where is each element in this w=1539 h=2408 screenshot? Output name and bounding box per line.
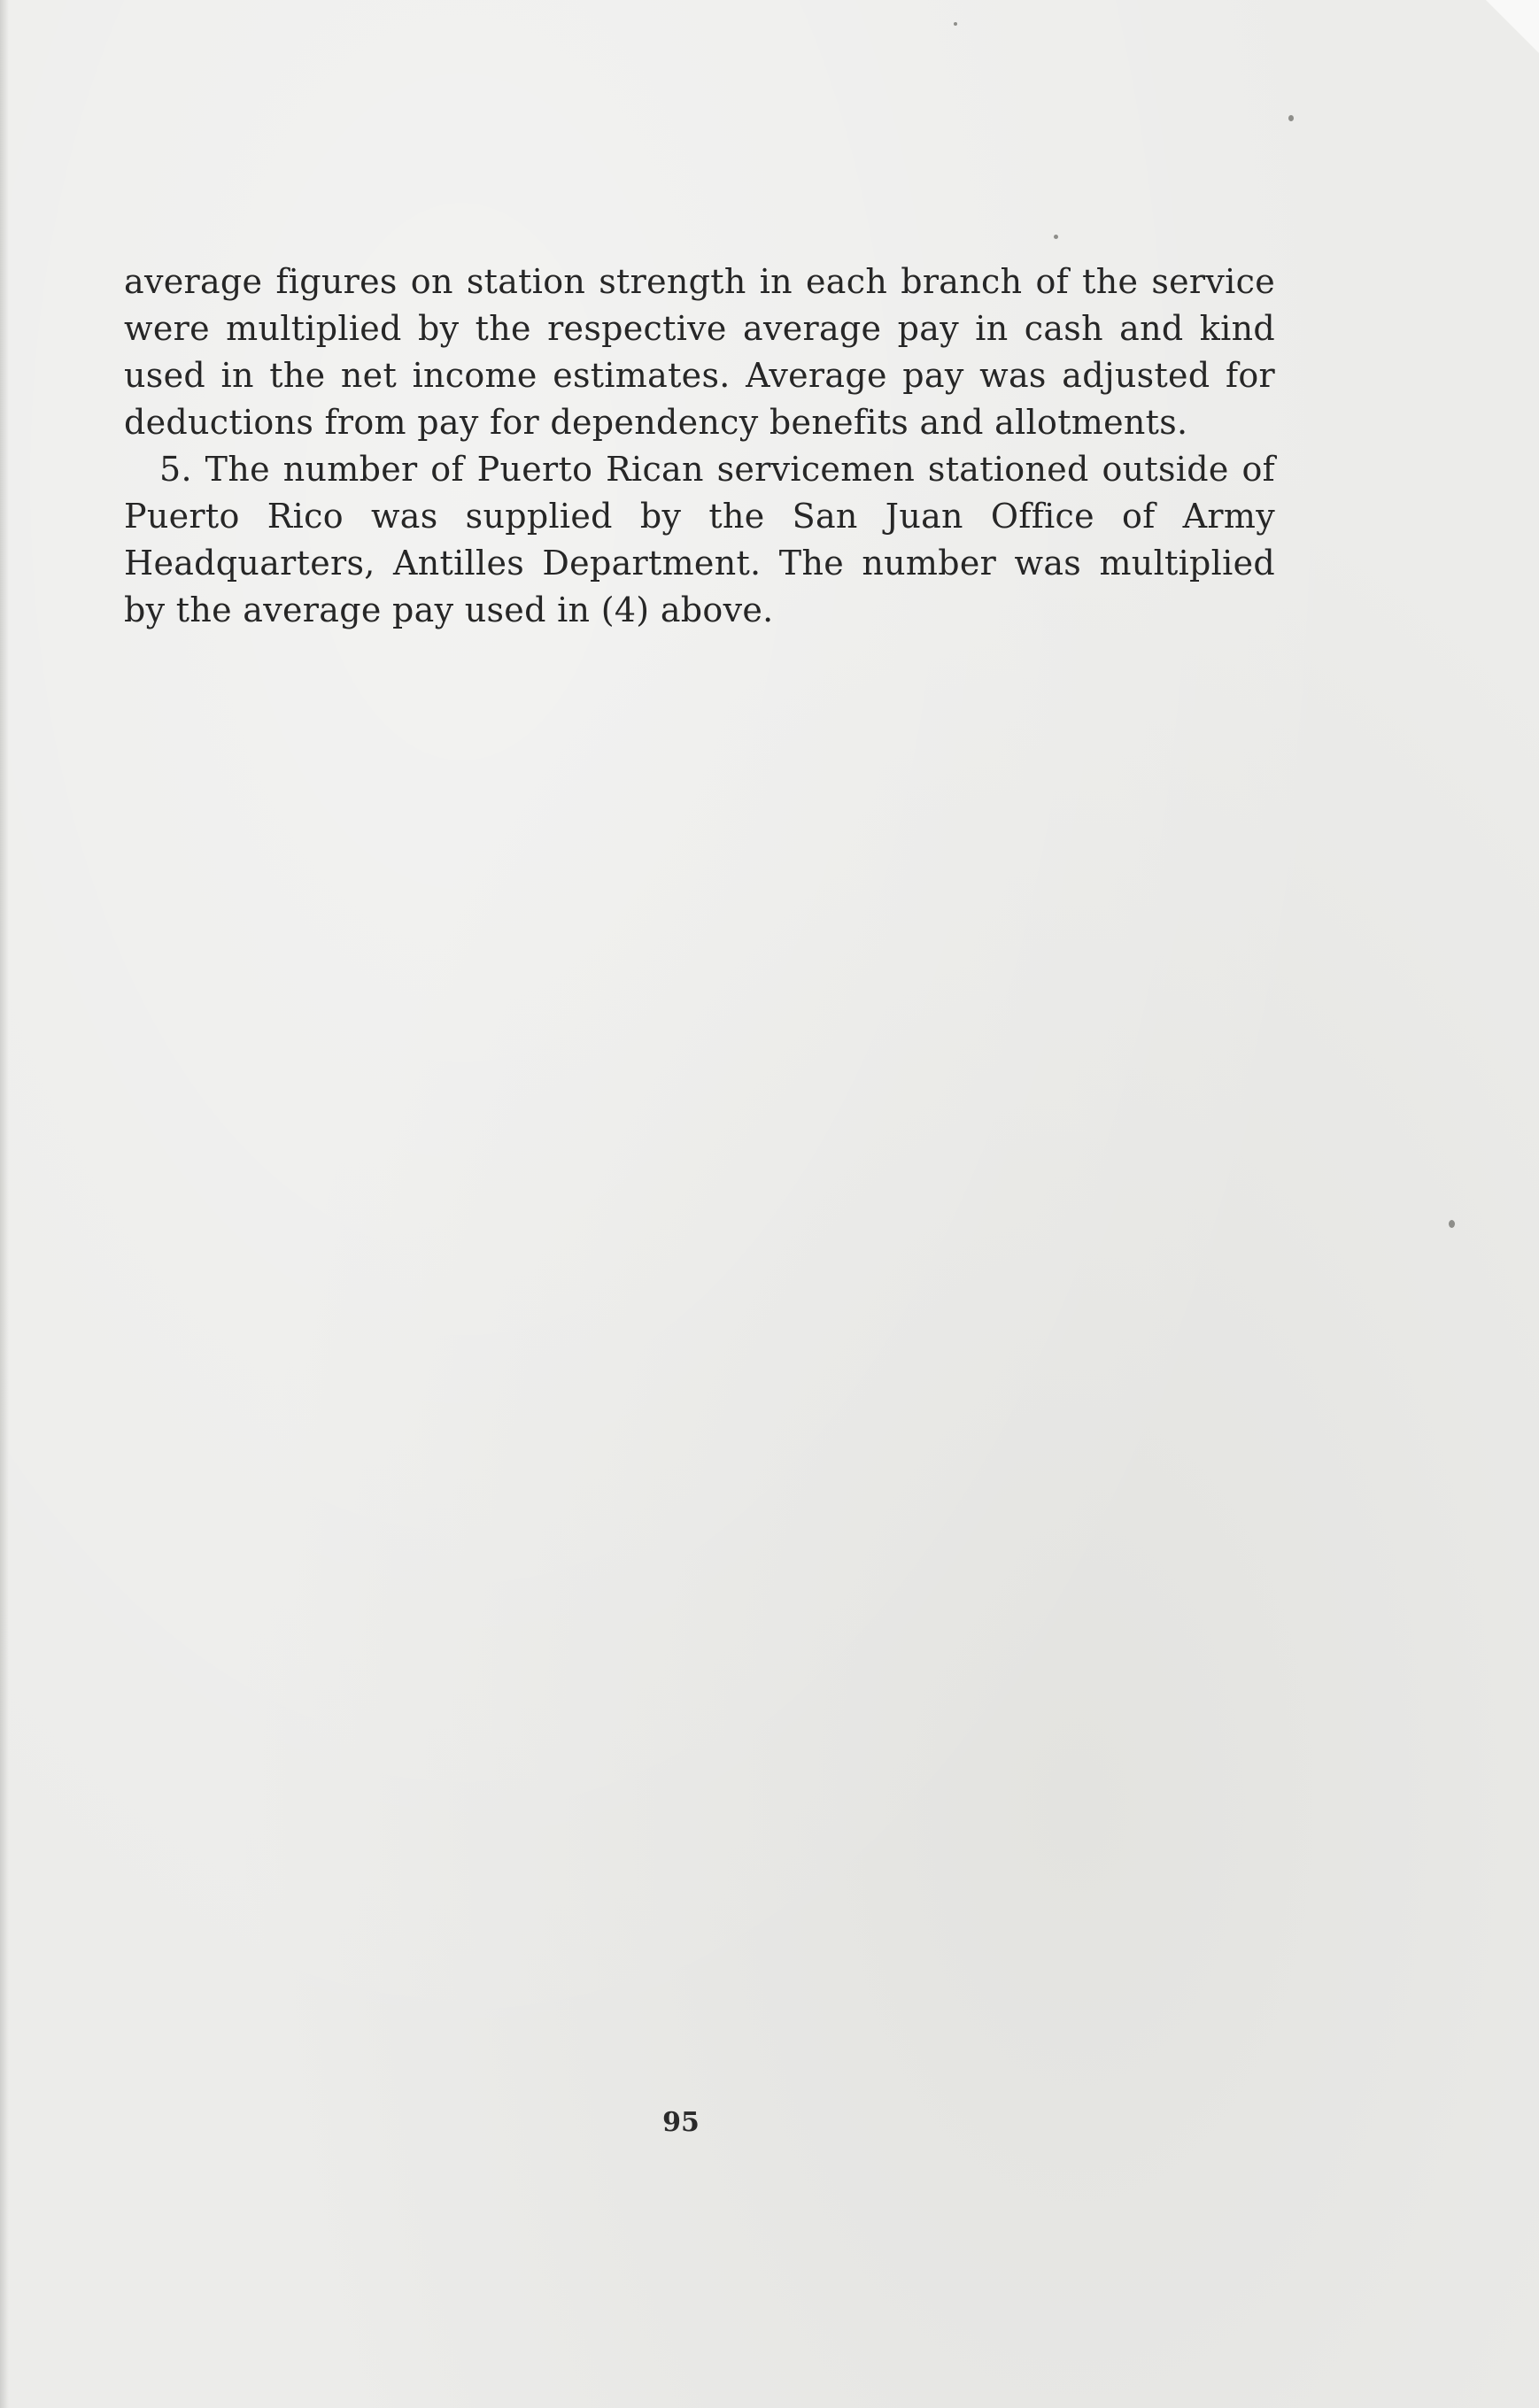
paper-speck: [1054, 235, 1058, 239]
page-corner-fold: [1486, 0, 1539, 53]
page-number: 95: [662, 2107, 700, 2138]
paper-speck: [1449, 1220, 1455, 1228]
page-edge-shadow: [0, 0, 9, 2408]
paragraph-1: average figures on station strength in each branch of the service were multiplied by the respective average pay in cash and kind used in the net income estimates. Average pay was adjusted for deductions from pay for dependency benefits and allotments.: [124, 262, 1275, 442]
paper-speck: [1288, 115, 1294, 121]
body-text: [124, 259, 1275, 634]
paragraph-2: 5. The number of Puerto Rican servicemen stationed outside of Puerto Rico was supplied by the San Juan Office of Army Headquarters, Antilles Department. The number was multiplied by the average pay used in (4) above.: [124, 450, 1275, 629]
paper-speck: [954, 22, 957, 26]
